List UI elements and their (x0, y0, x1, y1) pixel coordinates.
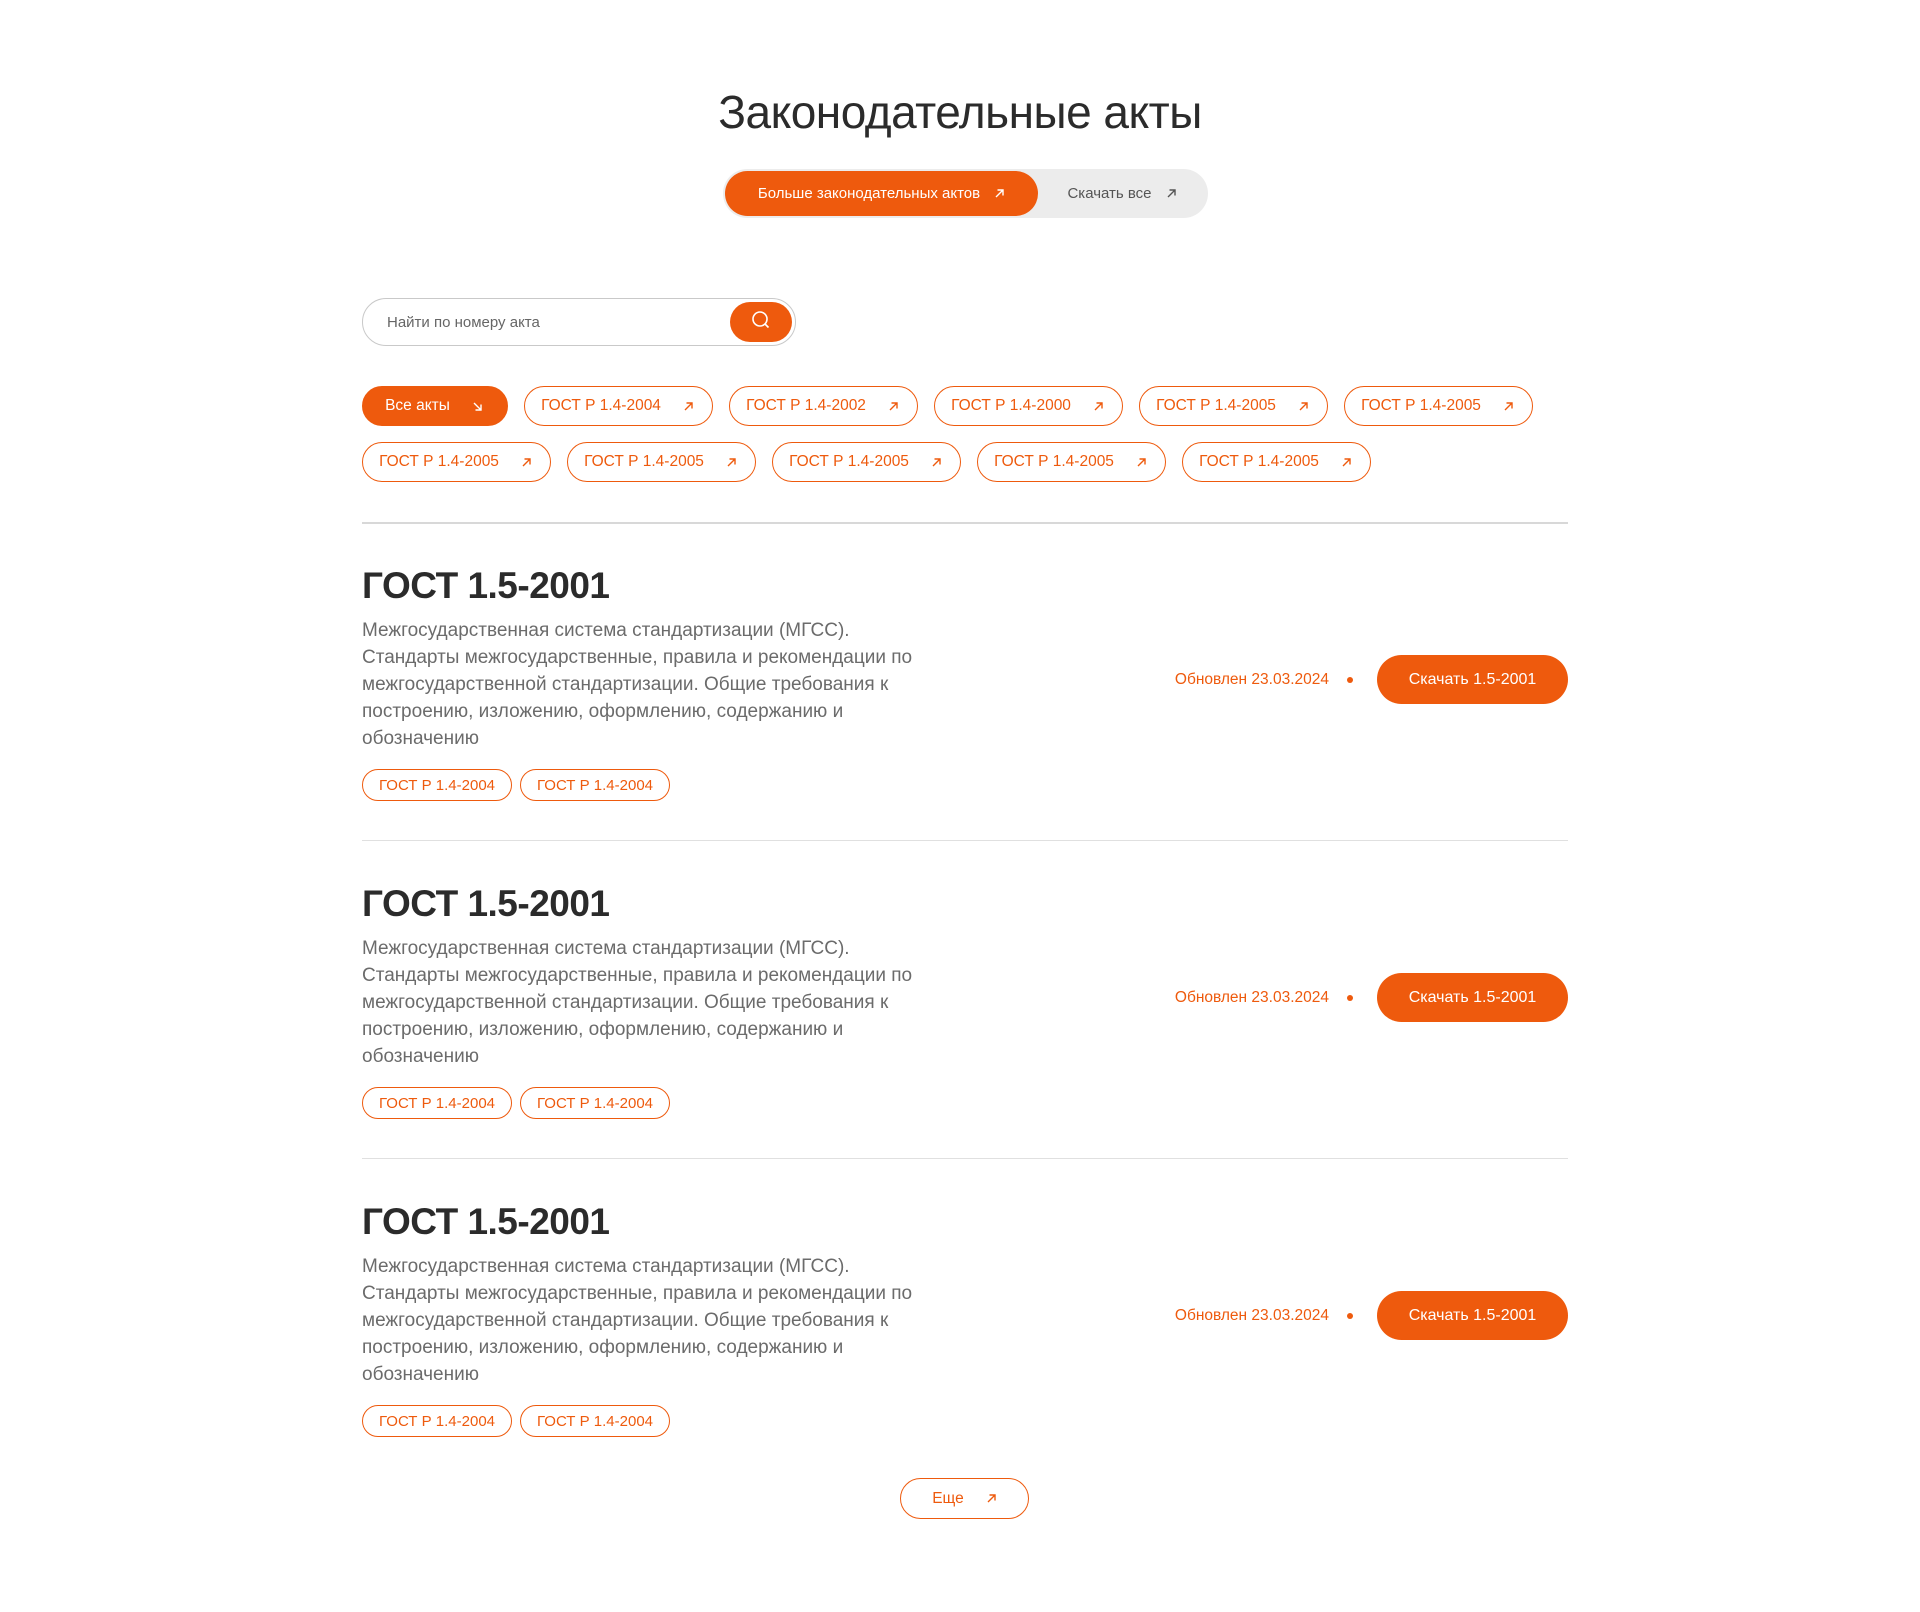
filter-chip-label: ГОСТ Р 1.4-2002 (746, 397, 866, 414)
act-tags (362, 1405, 670, 1437)
arrow-up-right-icon (1136, 457, 1147, 468)
filter-chip-label: ГОСТ Р 1.4-2005 (1361, 397, 1481, 414)
download-all-button[interactable] (1038, 171, 1206, 216)
filter-chip-label: ГОСТ Р 1.4-2005 (379, 453, 499, 470)
updated-date: Обновлен 23.03.2024 (1174, 670, 1329, 688)
filter-chip-label: ГОСТ Р 1.4-2005 (994, 453, 1114, 470)
search-button[interactable] (730, 302, 792, 342)
filter-chip[interactable] (567, 442, 756, 482)
download-act-button[interactable]: Скачать 1.5-2001 (1377, 655, 1568, 704)
more-acts-button[interactable] (725, 171, 1038, 216)
filter-chip-label: ГОСТ Р 1.4-2005 (584, 453, 704, 470)
arrow-up-right-icon (1503, 401, 1514, 412)
separator-dot (1347, 677, 1353, 683)
act-title: ГОСТ 1.5-2001 (362, 565, 610, 606)
arrow-up-right-icon (1093, 401, 1104, 412)
filter-chip[interactable] (729, 386, 918, 426)
act-description: Межгосударственная система стандартизации (МГСС). Стандарты межгосударственные, правила и рекомендации по межгосударственной стандартизации. Общие требования к построению, изложению, оформлению, содержанию и обозначению (362, 938, 913, 1067)
search-icon (751, 310, 771, 335)
arrow-up-right-icon (1341, 457, 1352, 468)
filter-chip[interactable] (524, 386, 713, 426)
header-switch (723, 169, 1208, 218)
arrow-up-right-icon (931, 457, 942, 468)
filter-chip-label: ГОСТ Р 1.4-2005 (1199, 453, 1319, 470)
more-acts-label: Больше законодательных актов (757, 185, 981, 202)
search-box (362, 298, 796, 346)
download-act-button[interactable]: Скачать 1.5-2001 (1377, 1291, 1568, 1340)
act-meta (1175, 973, 1568, 1022)
act-title: ГОСТ 1.5-2001 (362, 883, 610, 924)
act-tag[interactable]: ГОСТ Р 1.4-2004 (520, 1087, 670, 1119)
load-more-label: Еще (932, 1489, 964, 1507)
arrow-up-right-icon (683, 401, 694, 412)
arrow-up-right-icon (986, 1493, 997, 1504)
act-meta (1175, 1291, 1568, 1340)
download-act-button[interactable]: Скачать 1.5-2001 (1377, 973, 1568, 1022)
arrow-down-right-icon (472, 401, 483, 412)
act-item (362, 523, 1568, 841)
act-tag[interactable]: ГОСТ Р 1.4-2004 (362, 1405, 512, 1437)
act-item (362, 841, 1568, 1159)
search-input[interactable] (385, 313, 719, 332)
filter-chip[interactable] (772, 442, 961, 482)
arrow-up-right-icon (1298, 401, 1309, 412)
filter-chip[interactable] (1139, 386, 1328, 426)
load-more-button[interactable] (900, 1478, 1029, 1519)
act-meta (1175, 655, 1568, 704)
filter-chip-label: ГОСТ Р 1.4-2005 (789, 453, 909, 470)
filter-chip[interactable] (1344, 386, 1533, 426)
filter-chip[interactable] (362, 442, 551, 482)
filter-chips (362, 386, 1568, 498)
act-tag[interactable]: ГОСТ Р 1.4-2004 (362, 769, 512, 801)
act-tags (362, 769, 670, 801)
filter-chip-label: ГОСТ Р 1.4-2000 (951, 397, 1071, 414)
filter-chip-label: ГОСТ Р 1.4-2005 (1156, 397, 1276, 414)
updated-date: Обновлен 23.03.2024 (1174, 988, 1329, 1006)
arrow-up-right-icon (888, 401, 899, 412)
act-tag[interactable]: ГОСТ Р 1.4-2004 (362, 1087, 512, 1119)
filter-row-1 (362, 386, 1568, 426)
arrow-up-right-icon (726, 457, 737, 468)
filter-chip[interactable] (934, 386, 1123, 426)
act-title: ГОСТ 1.5-2001 (362, 1201, 610, 1242)
act-item (362, 1159, 1568, 1477)
act-description: Межгосударственная система стандартизации (МГСС). Стандарты межгосударственные, правила и рекомендации по межгосударственной стандартизации. Общие требования к построению, изложению, оформлению, содержанию и обозначению (362, 620, 913, 749)
separator-dot (1347, 1313, 1353, 1319)
arrow-up-right-icon (994, 188, 1005, 199)
page-title: Законодательные акты (718, 86, 1202, 138)
filter-chip-all[interactable] (362, 386, 508, 426)
filter-chip[interactable] (977, 442, 1166, 482)
act-description: Межгосударственная система стандартизации (МГСС). Стандарты межгосударственные, правила и рекомендации по межгосударственной стандартизации. Общие требования к построению, изложению, оформлению, содержанию и обозначению (362, 1256, 913, 1385)
updated-date: Обновлен 23.03.2024 (1174, 1306, 1329, 1324)
download-all-label: Скачать все (1067, 185, 1152, 202)
arrow-up-right-icon (1166, 188, 1177, 199)
filter-chip[interactable] (1182, 442, 1371, 482)
act-tag[interactable]: ГОСТ Р 1.4-2004 (520, 769, 670, 801)
act-tag[interactable]: ГОСТ Р 1.4-2004 (520, 1405, 670, 1437)
filter-row-2 (362, 442, 1568, 482)
filter-chip-label: ГОСТ Р 1.4-2004 (541, 397, 661, 414)
separator-dot (1347, 995, 1353, 1001)
filter-chip-label: Все акты (385, 397, 450, 414)
arrow-up-right-icon (521, 457, 532, 468)
act-tags (362, 1087, 670, 1119)
